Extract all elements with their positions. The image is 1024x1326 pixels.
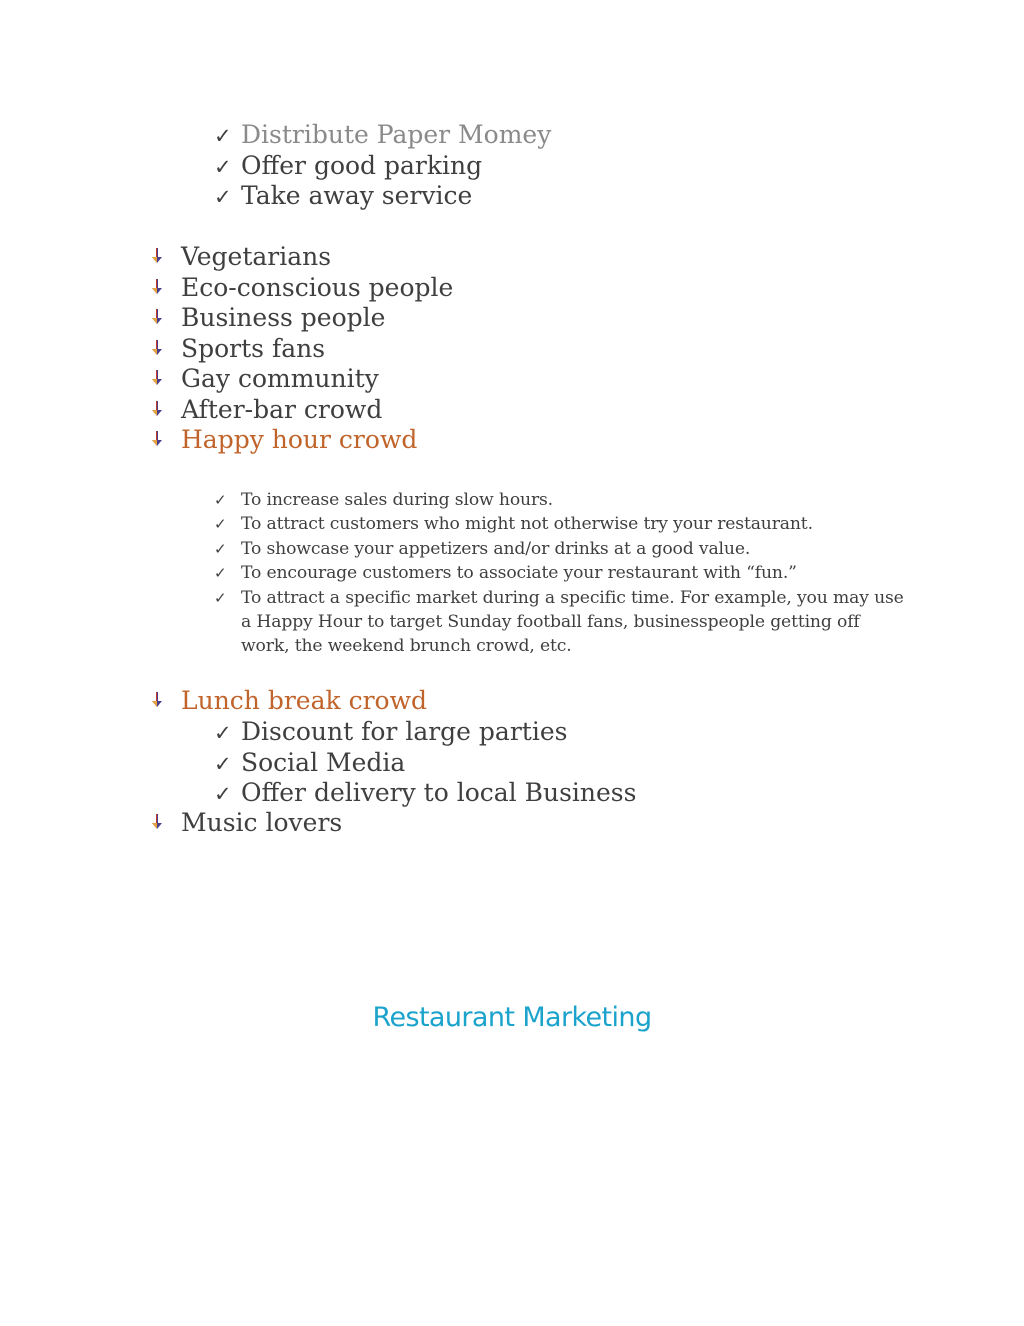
list-item: ✓ To showcase your appetizers and/or drinks at a good value.: [214, 537, 904, 561]
list-item: After-bar crowd: [150, 395, 453, 426]
list-item: Sports fans: [150, 334, 453, 365]
happy-hour-reasons-list: [214, 488, 904, 659]
lunch-segment: [150, 686, 427, 717]
list-item: ✓ Discount for large parties: [214, 717, 636, 748]
arrow-down-bullet-icon: [150, 278, 181, 298]
arrow-down-bullet-icon: [150, 308, 181, 328]
check-icon: ✓: [214, 124, 232, 148]
list-item: Vegetarians: [150, 242, 453, 273]
arrow-down-bullet-icon: [150, 247, 181, 267]
list-item: ✓ Offer good parking: [214, 151, 551, 182]
list-item: Gay community: [150, 364, 453, 395]
check-icon: ✓: [214, 154, 232, 179]
list-item: ✓ To attract customers who might not otherwise try your restaurant.: [214, 512, 904, 536]
list-item: Music lovers: [150, 808, 342, 839]
check-icon: ✓: [214, 721, 232, 745]
check-icon: ✓: [214, 588, 227, 607]
list-item: ✓ To encourage customers to associate your restaurant with “fun.”: [214, 561, 904, 585]
list-item: ✓ Offer delivery to local Business: [214, 778, 636, 809]
list-item: ✓ To increase sales during slow hours.: [214, 488, 904, 512]
list-item: ✓ Distribute Paper Momey: [214, 120, 551, 151]
arrow-down-bullet-icon: [150, 813, 181, 833]
check-icon: ✓: [214, 539, 227, 558]
top-check-list: [214, 120, 551, 212]
check-icon: ✓: [214, 564, 227, 583]
list-item: Eco-conscious people: [150, 273, 453, 304]
arrow-down-bullet-icon: [150, 339, 181, 359]
segment-list: [150, 242, 453, 456]
arrow-down-bullet-icon: [150, 691, 181, 711]
list-item: Business people: [150, 303, 453, 334]
list-item: ✓ To attract a specific market during a specific time. For example, you may use a Happy Hour to target Sunday football fans, businesspeople getting off work, the weekend brunch crowd, etc.: [214, 586, 904, 659]
list-item: ✓ Social Media: [214, 748, 636, 779]
list-item: Happy hour crowd: [150, 425, 453, 456]
lunch-check-list: [214, 717, 636, 809]
music-segment: [150, 808, 342, 839]
arrow-down-bullet-icon: [150, 400, 181, 420]
check-icon: ✓: [214, 491, 227, 509]
arrow-down-bullet-icon: [150, 430, 181, 450]
check-icon: ✓: [214, 782, 232, 806]
arrow-down-bullet-icon: [150, 369, 181, 389]
check-icon: ✓: [214, 185, 232, 209]
page-footer: Restaurant Marketing: [372, 1002, 652, 1033]
list-item: ✓ Take away service: [214, 181, 551, 212]
list-item: Lunch break crowd: [150, 686, 427, 717]
check-icon: ✓: [214, 515, 227, 534]
check-icon: ✓: [214, 751, 232, 776]
